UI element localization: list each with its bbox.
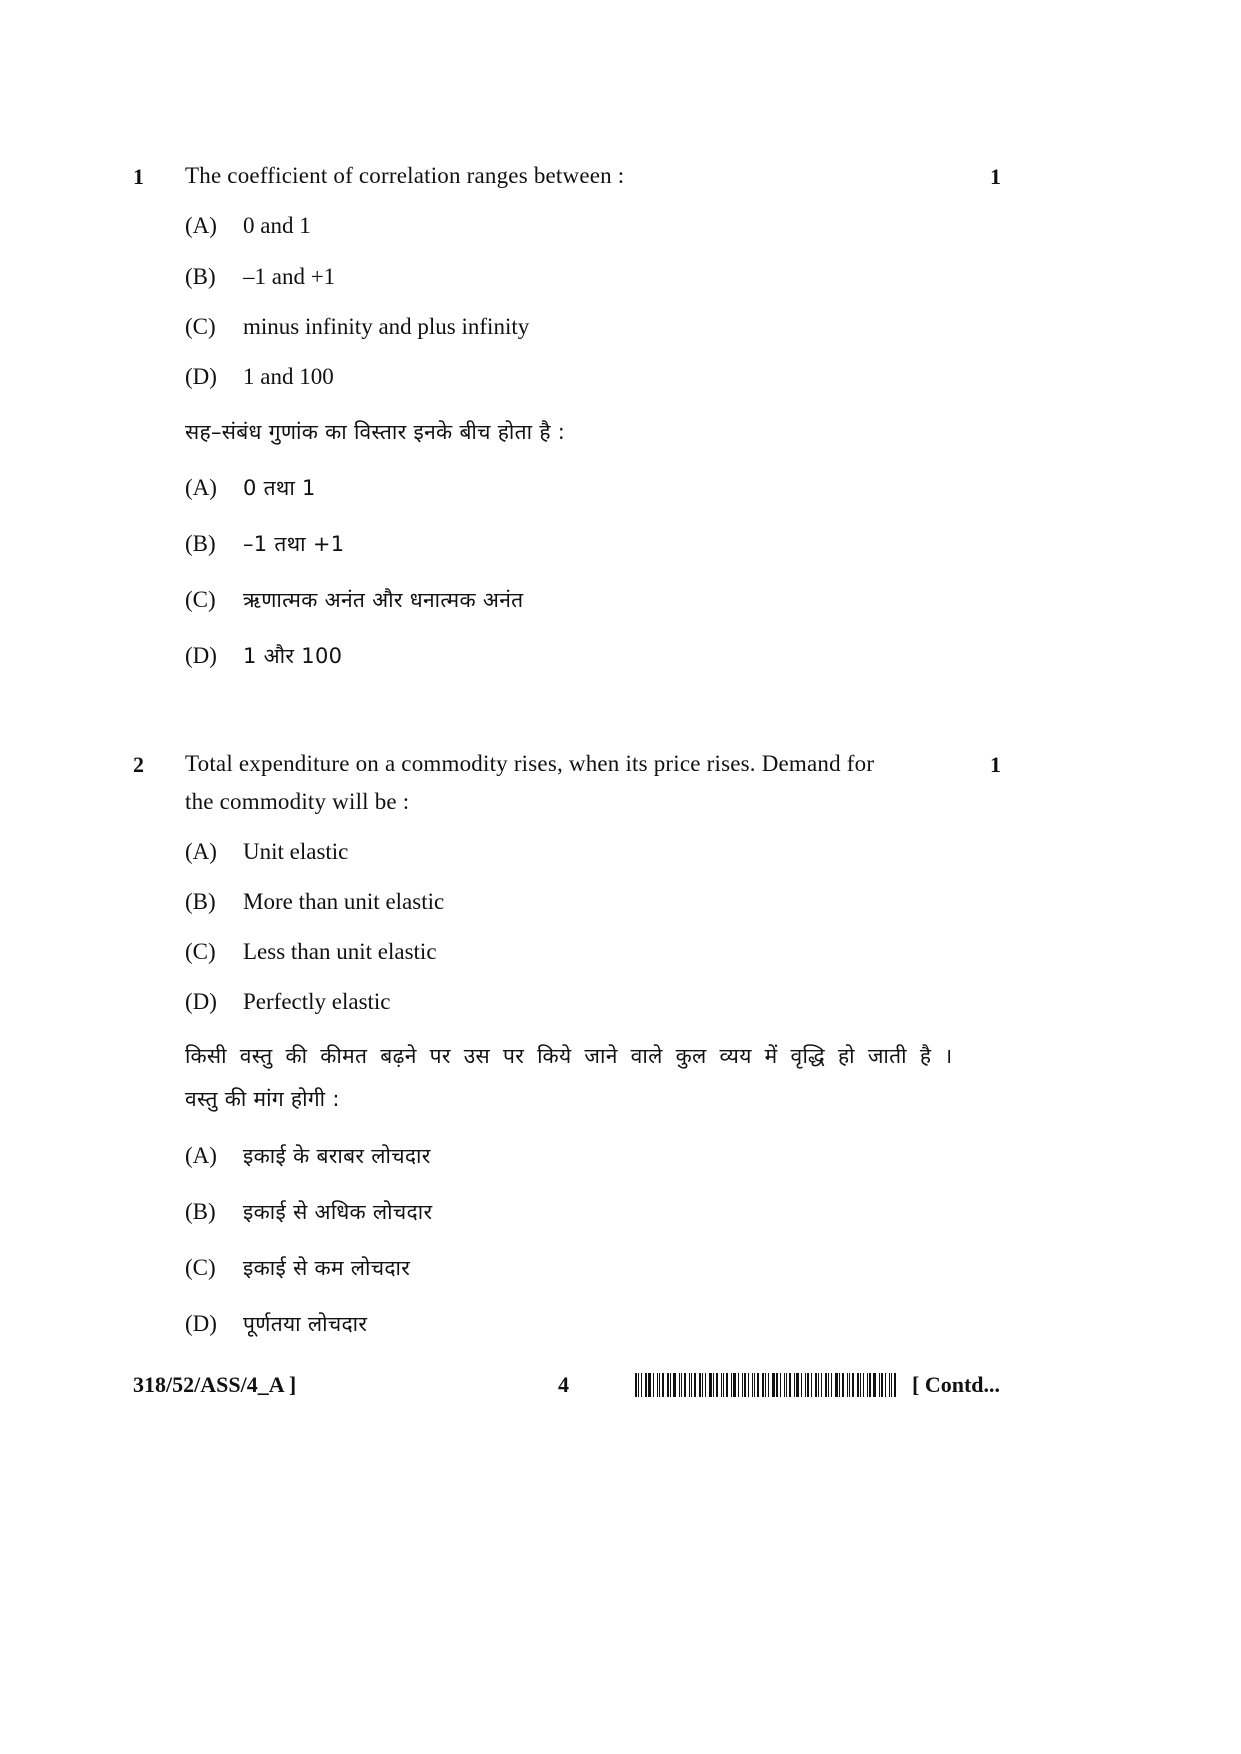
barcode-bar [863, 1373, 864, 1397]
q2-option-en-a: (A) Unit elastic [185, 839, 349, 864]
barcode-bar [807, 1373, 809, 1397]
q1-option-en-d: (D) 1 and 100 [185, 364, 334, 389]
barcode-bar [648, 1373, 651, 1397]
question-1-text-hi: सह–संबंध गुणांक का विस्तार इनके बीच होता है : [185, 420, 566, 444]
barcode-bar [828, 1373, 829, 1397]
barcode-bar [881, 1373, 883, 1397]
barcode-bar [691, 1373, 692, 1397]
question-2-number: 2 [133, 752, 144, 777]
barcode-bar [772, 1373, 775, 1397]
barcode-bar [635, 1373, 637, 1397]
barcode-bar [765, 1373, 766, 1397]
q2-option-hi-c: (C) इकाई से कम लोचदार [185, 1255, 411, 1280]
barcode-bar [852, 1373, 854, 1397]
question-2-marks: 1 [990, 752, 1001, 777]
barcode-bar [679, 1373, 680, 1397]
question-2-text-hi-line1: किसी वस्तु की कीमत बढ़ने पर उस पर किये जाने वाले कुल व्यय में वृद्धि हो जाती है । [185, 1044, 953, 1068]
barcode-bar [891, 1373, 892, 1397]
barcode-bar [757, 1373, 759, 1397]
barcode-bar [860, 1373, 861, 1397]
q1-option-en-a: (A) 0 and 1 [185, 213, 311, 238]
paper-code: 318/52/ASS/4_A ] [133, 1372, 297, 1397]
barcode-bar [815, 1373, 817, 1397]
barcode-bar [702, 1373, 703, 1397]
barcode-bar [857, 1373, 859, 1397]
barcode-bar [662, 1373, 664, 1397]
barcode-bar [670, 1373, 671, 1397]
barcode-bar [796, 1373, 799, 1397]
barcode-bar [805, 1373, 806, 1397]
question-1-marks: 1 [990, 164, 1001, 189]
barcode-bar [748, 1373, 749, 1397]
barcode-bar [726, 1373, 728, 1397]
q1-option-hi-d: (D) 1 और 100 [185, 643, 343, 668]
barcode-bar [794, 1373, 795, 1397]
barcode-bar [742, 1373, 743, 1397]
barcode-bar [659, 1373, 660, 1397]
barcode-bar [801, 1373, 802, 1397]
q1-option-hi-a: (A) 0 तथा 1 [185, 475, 316, 500]
barcode-bar [818, 1373, 819, 1397]
barcode-bar [733, 1373, 736, 1397]
barcode-bar [731, 1373, 732, 1397]
q2-option-hi-b: (B) इकाई से अधिक लोचदार [185, 1199, 433, 1224]
page-number: 4 [558, 1372, 569, 1397]
barcode-bar [713, 1373, 714, 1397]
question-2-text-en-line2: the commodity will be : [185, 789, 410, 814]
barcode-bar [849, 1373, 850, 1397]
barcode-bar [839, 1373, 840, 1397]
barcode-bar [645, 1373, 647, 1397]
barcode-bar [667, 1373, 669, 1397]
q1-option-hi-b: (B) –1 तथा +1 [185, 531, 345, 556]
barcode-bar [752, 1373, 753, 1397]
barcode-bar [776, 1373, 778, 1397]
barcode-bar [738, 1373, 739, 1397]
barcode-bar [716, 1373, 718, 1397]
q1-option-hi-c: (C) ऋणात्मक अनंत और धनात्मक अनंत [185, 587, 524, 612]
barcode-bar [768, 1373, 769, 1397]
barcode-bar [889, 1373, 890, 1397]
barcode-bar [786, 1373, 787, 1397]
barcode-bar [694, 1373, 696, 1397]
barcode-bar [641, 1373, 642, 1397]
question-2-text-hi-line2: वस्तु की मांग होगी : [185, 1087, 340, 1111]
barcode-bar [780, 1373, 781, 1397]
barcode-bar [885, 1373, 886, 1397]
barcode-bar [709, 1373, 712, 1397]
q2-option-en-c: (C) Less than unit elastic [185, 939, 437, 964]
barcode-bar [835, 1373, 838, 1397]
q2-option-hi-a: (A) इकाई के बराबर लोचदार [185, 1143, 431, 1168]
q1-option-en-b: (B) –1 and +1 [185, 264, 336, 289]
barcode-bar [825, 1373, 827, 1397]
barcode-bar [873, 1373, 876, 1397]
barcode-bar [684, 1373, 686, 1397]
q2-option-hi-d: (D) पूर्णतया लोचदार [185, 1311, 368, 1336]
question-1-number: 1 [133, 164, 144, 189]
barcode-bar [894, 1373, 896, 1397]
barcode-bar [879, 1373, 880, 1397]
barcode-bar [721, 1373, 722, 1397]
barcode-bar [723, 1373, 724, 1397]
barcode-bar [789, 1373, 791, 1397]
barcode-bar [673, 1373, 676, 1397]
barcode-bar [831, 1373, 832, 1397]
barcode-bar [657, 1373, 658, 1397]
barcode-bar [821, 1373, 822, 1397]
barcode-bar [638, 1373, 639, 1397]
barcode-bar [689, 1373, 690, 1397]
barcode-bar [653, 1373, 654, 1397]
barcode-bar [699, 1373, 701, 1397]
q2-option-en-b: (B) More than unit elastic [185, 889, 445, 914]
barcode-bar [762, 1373, 764, 1397]
question-2-text-en-line1: Total expenditure on a commodity rises, when its price rises. Demand for [185, 751, 875, 776]
barcode-bar [811, 1373, 812, 1397]
barcode-bar [784, 1373, 785, 1397]
q1-option-en-c: (C) minus infinity and plus infinity [185, 314, 530, 339]
question-1-text-en: The coefficient of correlation ranges between : [185, 163, 625, 188]
barcode-bar [705, 1373, 706, 1397]
barcode-bar [847, 1373, 848, 1397]
barcode-image [635, 1373, 905, 1397]
barcode-bar [867, 1373, 868, 1397]
barcode-bar [842, 1373, 844, 1397]
q2-option-en-d: (D) Perfectly elastic [185, 989, 391, 1014]
barcode-bar [869, 1373, 871, 1397]
barcode-bar [744, 1373, 746, 1397]
barcode-bar [681, 1373, 682, 1397]
continued-label: [ Contd... [912, 1372, 1001, 1397]
barcode-bar [754, 1373, 755, 1397]
